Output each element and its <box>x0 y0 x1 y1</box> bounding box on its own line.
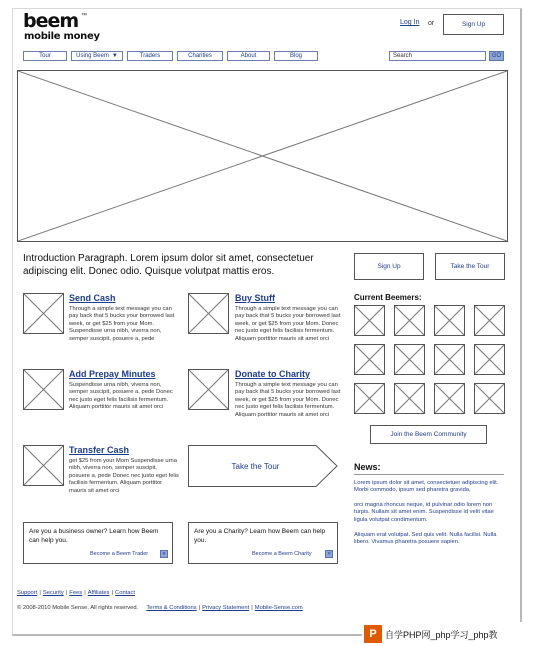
nav-using-beem[interactable] <box>71 51 123 61</box>
image-placeholder-icon <box>189 370 228 409</box>
watermark-text: 自学PHP网_php学习_php教 <box>385 629 498 640</box>
image-placeholder-icon <box>395 345 424 374</box>
news-divider <box>354 474 504 475</box>
feature-title-prepay[interactable]: Add Prepay Minutes <box>69 369 156 379</box>
arrow-right-icon[interactable]: » <box>325 550 333 558</box>
footer-link-affiliates[interactable]: Affiliates <box>87 590 110 596</box>
news-item[interactable]: orci magna rhoncus neque, id pulvinar odio lorem non turpis. Nullam sit amet enim. Suspendisse id velit vitae ligula volutpat condimentum. <box>354 502 494 523</box>
footer-links <box>17 590 135 596</box>
image-placeholder-icon <box>395 306 424 335</box>
image-placeholder-icon <box>475 384 504 413</box>
nav-about[interactable]: About <box>227 51 270 61</box>
beemer-avatar[interactable] <box>434 383 465 414</box>
become-charity-link[interactable]: Become a Beem Charity <box>252 551 312 557</box>
promo-text: Are you a business owner? Learn how Beem can help you. <box>29 528 159 544</box>
footer-link-contact[interactable]: Contact <box>115 590 136 596</box>
feature-title-buy-stuff[interactable]: Buy Stuff <box>235 293 275 303</box>
logo-tagline: mobile money <box>24 31 100 42</box>
feature-text-buy-stuff: Through a simple text message you can pay back that 5 bucks your borrowed last week, or get $25 from your Mom. Donec nec justo eget felis facilisis fermentum. Aliquam porttitor mauris sit amet orci <box>235 306 341 342</box>
beemer-avatar[interactable] <box>474 344 505 375</box>
join-community-button[interactable]: Join the Beem Community <box>370 425 487 444</box>
news-item[interactable]: Aliquam erat volutpat. Sed quis velit. Nulla facilisi. Nulla libero. Vivamus pharetra posuere sapien. <box>354 532 497 546</box>
beemer-avatar[interactable] <box>394 383 425 414</box>
image-placeholder-icon <box>24 446 63 485</box>
terms-link[interactable]: Terms & Conditions <box>146 605 197 611</box>
charity-promo <box>188 522 338 564</box>
image-placeholder-icon <box>355 384 384 413</box>
separator: | <box>111 590 114 596</box>
footer-link-fees[interactable]: Fees <box>69 590 83 596</box>
image-placeholder-icon <box>435 306 464 335</box>
feature-title-donate[interactable]: Donate to Charity <box>235 369 311 379</box>
search-go-button[interactable]: GO <box>489 51 504 61</box>
login-link[interactable]: Log In <box>400 19 420 26</box>
image-placeholder-icon <box>189 294 228 333</box>
dropdown-arrow-icon: ▼ <box>111 53 118 59</box>
current-beemers-title: Current Beemers: <box>354 293 422 302</box>
news-title: News: <box>354 462 381 472</box>
business-owner-promo <box>23 522 173 564</box>
feature-image-donate <box>188 369 229 410</box>
or-label: or <box>428 20 435 27</box>
nav-charities[interactable]: Charities <box>177 51 223 61</box>
take-tour-arrow-button[interactable] <box>188 445 338 487</box>
intro-paragraph: Introduction Paragraph. Lorem ipsum dolor sit amet, consectetuer adipiscing elit. Donec odio. Quisque volutpat mattis eros. <box>23 253 314 277</box>
image-placeholder-icon <box>435 384 464 413</box>
beemer-avatar[interactable] <box>354 305 385 336</box>
beemer-avatar[interactable] <box>394 305 425 336</box>
intro-signup-button[interactable]: Sign Up <box>354 253 424 280</box>
image-placeholder-icon <box>355 306 384 335</box>
feature-text-send-cash: Through a simple text message you can pay back that 5 bucks your borrowed last week, or get $25 from your Mom. Suspendisse urna nibh, viverra non, semper suscipit, posuere a, pede <box>69 306 175 342</box>
take-tour-label: Take the Tour <box>231 461 280 471</box>
watermark-logo-icon: P <box>364 625 382 643</box>
image-placeholder-icon <box>475 306 504 335</box>
feature-title-transfer[interactable]: Transfer Cash <box>69 445 130 455</box>
nav-blog[interactable]: Blog <box>274 51 318 61</box>
news-item[interactable]: Lorem ipsum dolor sit amet, consectetuer adipiscing elit. Morbi commodo, ipsum sed pharetra gravida, <box>354 480 499 494</box>
feature-text-transfer: get $25 from your Mom Suspendisse urna nibh, viverra non, semper suscipit, posuere a, pede Donec nec justo eget felis facilisis fermentum. Aliquam porttitor mauris sit amet orci <box>69 458 179 494</box>
beemer-avatar[interactable] <box>354 344 385 375</box>
separator: | <box>65 590 68 596</box>
mobile-sense-link[interactable]: Mobile-Sense.com <box>254 605 303 611</box>
become-trader-link[interactable]: Become a Beem Trader <box>90 551 149 557</box>
feature-image-send-cash <box>23 293 64 334</box>
beemer-avatar[interactable] <box>394 344 425 375</box>
separator: | <box>84 590 86 596</box>
separator: | <box>198 605 201 611</box>
feature-title-send-cash[interactable]: Send Cash <box>69 293 116 303</box>
image-placeholder-icon <box>435 345 464 374</box>
hero-image-placeholder <box>17 70 508 242</box>
footer-copyright-row <box>17 605 303 611</box>
beemer-avatar[interactable] <box>434 305 465 336</box>
header-signup-button[interactable]: Sign Up <box>443 14 504 35</box>
copyright-text: © 2008-2010 Mobile Sense. All rights reserved. <box>17 605 139 611</box>
intro-tour-button[interactable]: Take the Tour <box>435 253 505 280</box>
promo-text: Are you a Charity? Learn how Beem can help you. <box>194 528 326 544</box>
footer-link-support[interactable]: Support <box>17 590 38 596</box>
beemer-avatar[interactable] <box>434 344 465 375</box>
feature-image-buy-stuff <box>188 293 229 334</box>
beemer-avatar[interactable] <box>474 305 505 336</box>
search-input[interactable]: Search <box>389 51 486 61</box>
hero-placeholder-graphic <box>18 71 507 241</box>
privacy-link[interactable]: Privacy Statement <box>202 605 250 611</box>
logo[interactable]: beem <box>23 10 79 32</box>
nav-using-beem-label: Using Beem <box>76 53 109 59</box>
trademark-icon: ™ <box>81 13 87 19</box>
beemer-avatar[interactable] <box>474 383 505 414</box>
separator: | <box>251 605 253 611</box>
footer-link-security[interactable]: Security <box>42 590 64 596</box>
beemers-grid <box>354 305 506 415</box>
feature-text-donate: Through a simple text message you can pay back that 5 bucks your borrowed last week, or get $25 from your Mom. Donec nec justo eget felis facilisis fermentum. Aliquam porttitor mauris sit amet orci <box>235 382 341 418</box>
watermark <box>362 622 533 646</box>
image-placeholder-icon <box>395 384 424 413</box>
nav-tour[interactable]: Tour <box>23 51 67 61</box>
image-placeholder-icon <box>355 345 384 374</box>
separator: | <box>39 590 41 596</box>
image-placeholder-icon <box>475 345 504 374</box>
nav-traders[interactable]: Traders <box>127 51 173 61</box>
feature-image-transfer <box>23 445 64 486</box>
image-placeholder-icon <box>24 294 63 333</box>
beemer-avatar[interactable] <box>354 383 385 414</box>
arrow-right-icon[interactable]: » <box>160 550 168 558</box>
feature-text-prepay: Suspendisse urna nibh, viverra non, semper suscipit, posuere a, pede Donec nec justo eget felis facilisis fermentum. Aliquam porttitor mauris sit amet orci <box>69 382 173 411</box>
image-placeholder-icon <box>24 370 63 409</box>
feature-image-prepay <box>23 369 64 410</box>
